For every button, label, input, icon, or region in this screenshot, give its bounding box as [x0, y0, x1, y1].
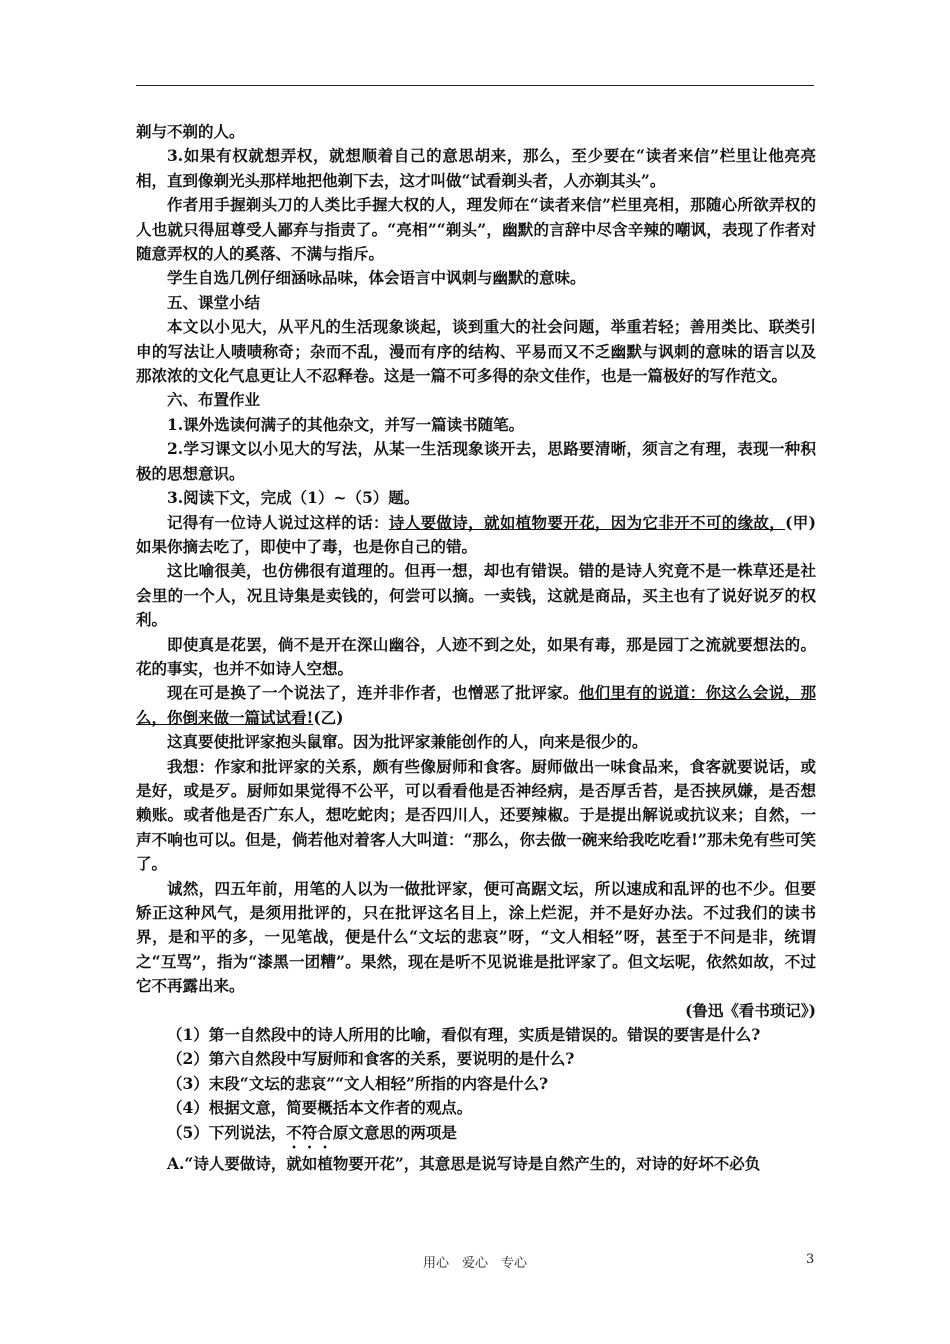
paragraph: 五、课堂小结	[167, 292, 261, 312]
paragraph	[136, 1121, 816, 1152]
paragraph: 剃与不剃的人。	[136, 122, 245, 141]
paragraph	[136, 511, 816, 560]
paragraph: 3.阅读下文，完成（1）~（5）题。	[167, 488, 420, 508]
paragraph: 1.课外选读何满子的其他杂文，并写一篇读书随笔。	[167, 414, 525, 434]
paragraph: （1）第一自然段中的诗人所用的比喻，看似有理，实质是错误的。错误的要害是什么?	[167, 1025, 761, 1045]
paragraph: （4）根据文意，简要概括本文作者的观点。	[167, 1098, 473, 1118]
emphasis-dots: 不符合	[286, 1122, 333, 1142]
text-run: 记得有一位诗人说过这样的话：	[167, 512, 389, 532]
page-number: 3	[806, 1252, 815, 1267]
paragraph: 即使真是花罢，倘不是开在深山幽谷，人迹不到之处，如果有毒，那是园丁之流就要想法的。花的事实，也并不如诗人空想。	[136, 634, 816, 678]
paragraph: 作者用手握剃头刀的人类比手握大权的人，理发师在“读者来信”栏里亮相，那随心所欲弄权的人也就只得屈尊受人鄙弃与指责了。“亮相”“剃头”，幽默的言辞中尽含辛辣的嘲讽，表现了作者对随意弄权的人的奚落、不满与指斥。	[136, 195, 816, 264]
paragraph: 这比喻很美，也仿佛很有道理的。但再一想，却也有错误。错的是诗人究竟不是一株草还是社会里的一个人，况且诗集是卖钱的，何尝可以摘。一卖钱，这就是商品，买主也有了说好说歹的权利。	[136, 561, 816, 630]
paragraph: 诚然，四五年前，用笔的人以为一做批评家，便可高踞文坛，所以速成和乱评的也不少。但要矫正这种风气，是须用批评的，只在批评这名目上，涂上烂泥，并不是好办法。不过我们的读书界，是和平的多，一见笔战，便是什么“文坛的悲哀”呀，“文人相轻”呀，甚至于不问是非，统谓之“互骂”，指为“漆黑一团糟”。果然，现在是听不见说谁是批评家了。但文坛呢，依然如故，不过它不再露出来。	[136, 878, 816, 996]
text-run: (甲)如果你摘去吃了，即使中了毒，也是你自己的错。	[136, 512, 816, 556]
text-run: 原文意思的两项是	[332, 1122, 457, 1142]
paragraph: 学生自选几例仔细涵咏品味，体会语言中讽刺与幽默的意味。	[167, 268, 586, 288]
underlined-quote: 他们里有的说道：你这么会说，那么，你倒来做一篇试试看!	[136, 683, 816, 727]
paragraph: (鲁迅《看书琐记》)	[685, 1000, 816, 1020]
text-run: 现在可是换了一个说法了，连并非作者，也憎恶了批评家。	[167, 683, 579, 703]
paragraph: 这真要使批评家抱头鼠窜。因为批评家兼能创作的人，向来是很少的。	[167, 732, 648, 752]
paragraph: A.“诗人要做诗，就如植物要开花”，其意思是说写诗是自然产生的，对诗的好坏不必负	[167, 1153, 761, 1173]
paragraph	[136, 681, 816, 730]
paragraph: （2）第六自然段中写厨师和食客的关系，要说明的是什么?	[167, 1049, 575, 1069]
document-body	[136, 120, 816, 1176]
header-rule	[136, 85, 814, 86]
paragraph: 六、布置作业	[167, 390, 261, 410]
paragraph: 我想：作家和批评家的关系，颇有些像厨师和食客。厨师做出一味食品来，食客就要说话，或是好，或是歹。厨师如果觉得不公平，可以看看他是否神经病，是否厚舌苔，是否挟夙嫌，是否想赖账。或者他是否广东人，想吃蛇肉；是否四川人，还要辣椒。于是提出解说或抗议来；自然，一声不响也可以。但是，倘若他对着客人大叫道：“那么，你去做一碗来给我吃吃看!”那未免有些可笑了。	[136, 756, 816, 874]
footer-motto: 用心 爱心 专心	[422, 1256, 527, 1271]
text-run: （5）下列说法，	[167, 1122, 287, 1142]
underlined-quote: 诗人要做诗，就如植物要开花，因为它非开不可的缘故，	[388, 512, 786, 532]
paragraph: 3.如果有权就想弄权，就想顺着自己的意思胡来，那么，至少要在“读者来信”栏里让他亮亮相，直到像剃光头那样地把他剃下去，这才叫做“试看剃头者，人亦剃其头”。	[136, 146, 816, 190]
text-run: (乙)	[313, 707, 344, 727]
paragraph: 2.学习课文以小见大的写法，从某一生活现象谈开去，思路要清晰，须言之有理，表现一种积极的思想意识。	[136, 439, 816, 483]
paragraph: （3）末段“文坛的悲哀”“文人相轻”所指的内容是什么?	[167, 1073, 549, 1093]
paragraph: 本文以小见大，从平凡的生活现象谈起，谈到重大的社会问题，举重若轻；善用类比、联类引申的写法让人啧啧称奇；杂而不乱，漫而有序的结构、平易而又不乏幽默与讽刺的意味的语言以及那浓浓的文化气息更让人不忍释卷。这是一篇不可多得的杂文佳作，也是一篇极好的写作范文。	[136, 317, 816, 386]
